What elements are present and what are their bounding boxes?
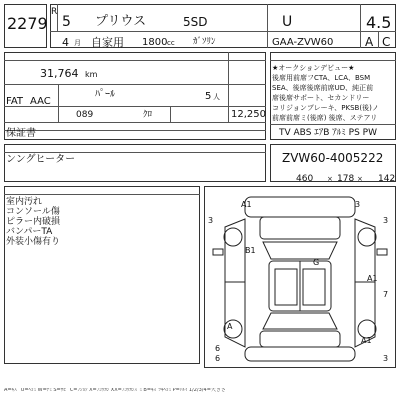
documents: 保証書 <box>6 128 36 139</box>
year-num: 5 <box>62 14 71 30</box>
mark-6-left: 6 <box>215 344 221 353</box>
trim-code: ｸﾛ <box>143 110 153 120</box>
dims-sep-1: × <box>327 175 333 183</box>
sales-point-line: コリジョンブレーキ、PKSB(後)ノ <box>272 104 379 112</box>
usage: 自家用 <box>91 36 124 49</box>
body-color: ﾊﾟｰﾙ <box>95 89 115 100</box>
dim-length: 460 <box>296 174 314 184</box>
dim-width: 178 <box>337 174 355 184</box>
mark-g: G <box>313 258 320 267</box>
exterior-grade: C <box>382 35 391 49</box>
mark-a1-top: A1 <box>241 200 252 209</box>
grade: U <box>282 14 293 30</box>
mark-7-right: 7 <box>383 290 389 299</box>
mark-3-bottom: 3 <box>383 354 389 363</box>
dims-sep-2: × <box>357 175 363 183</box>
inspector-note-line: 外装小傷有り <box>6 237 61 247</box>
month-unit: 月 <box>74 39 81 47</box>
shift: FAT <box>6 96 24 107</box>
mark-6-bottom: 6 <box>215 354 221 363</box>
inspector-note-line: コンソール傷 <box>6 207 60 217</box>
fuel: ｶﾞｿﾘﾝ <box>193 37 216 47</box>
month: 4 <box>62 36 69 49</box>
displacement-unit: cc <box>167 39 175 47</box>
inspector-note-line: ピラー内破損 <box>6 217 61 227</box>
sales-point-line: SEA、後席後席前席UD、純正前 <box>272 84 374 92</box>
legend-footer: A=ｷｽﾞ U=ﾍｺﾐ W=ﾅﾐ S=ｻﾋﾞ C=ﾌｼｮｸ X=ﾌｺｳｶﾝ XX=ﾌｺｳｶﾝｽﾞﾐ B=ｷｽﾞﾂｷﾍｺﾐ P=ﾄﾙｲ 1/2/3/4=大きさ <box>4 388 226 393</box>
inspector-notes-list <box>6 197 196 247</box>
interior-grade: A <box>365 35 374 49</box>
sales-points-list <box>272 63 394 123</box>
air-conditioner: AAC <box>30 96 51 107</box>
mileage: 31,764 <box>40 67 79 80</box>
sales-point-line: ★オークションデビュー★ <box>272 64 355 72</box>
year-era: R <box>51 7 58 17</box>
lot-number: 2279 <box>7 14 48 33</box>
damage-diagram <box>204 186 396 368</box>
mileage-unit: km <box>85 70 98 79</box>
model-name: プリウス <box>95 14 147 29</box>
sales-point-line: 席後席サポート、セカンドリー <box>272 94 370 102</box>
model-code: GAA-ZVW60 <box>272 37 334 48</box>
mark-3-top: 3 <box>355 200 361 209</box>
mark-b1: B1 <box>245 246 256 255</box>
door-type: 5SD <box>183 15 208 29</box>
mark-3-right: 3 <box>383 216 389 225</box>
vin: ZVW60-4005222 <box>282 151 384 165</box>
mark-3-left: 3 <box>208 216 214 225</box>
mark-a1-right: A1 <box>367 274 378 283</box>
score: 4.5 <box>366 13 392 32</box>
inspector-note-line: 室内汚れ <box>6 197 43 207</box>
sales-point-line: 前席前席ミ(後席) 後席、ステアリ <box>272 114 378 122</box>
equipment: TV ABS ｴｱB ｱﾙﾐ PS PW <box>279 128 377 138</box>
price: 12,250 <box>231 109 266 120</box>
inspector-note-line: バンパーTA <box>6 227 53 237</box>
color-code: 089 <box>76 110 94 120</box>
dim-height: 142 <box>378 174 396 184</box>
mark-a: A <box>227 322 233 331</box>
remarks: ンングヒーター <box>6 154 76 165</box>
mark-a1-bottom: A1 <box>361 336 372 345</box>
displacement: 1800 <box>142 37 168 48</box>
seats-unit: 人 <box>213 93 220 101</box>
seats: 5 <box>205 91 212 102</box>
sales-point-line: 後席用前席フCTA、LCA、BSM <box>272 74 371 82</box>
